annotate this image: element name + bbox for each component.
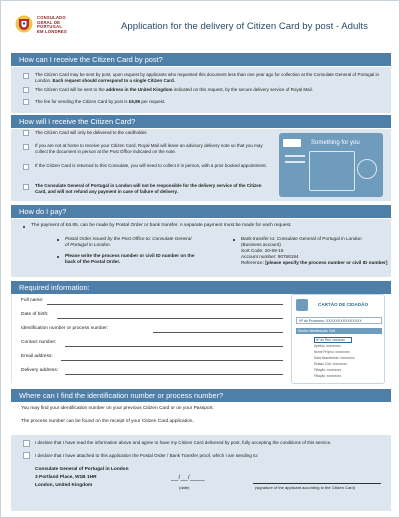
text-run-bold: [please specify the process number or civil ID number]	[265, 260, 388, 265]
info-text: If you are not at home to receive your Citizen Card, Royal Mail will leave an advisory delivery note so that you may collect the document in person at the Post Office indicated on the note.	[35, 143, 263, 154]
royal-mail-logo	[283, 139, 301, 147]
label-email: Email address:	[21, 354, 53, 359]
signature-input[interactable]	[253, 483, 381, 484]
receipt-row: Apelido: xxxxxxxxx	[314, 344, 341, 348]
royal-mail-card-illustration	[279, 133, 383, 197]
receipt-row: Nome Próprio: xxxxxxxxx	[314, 350, 350, 354]
card-line	[285, 155, 305, 157]
delivery-address-input[interactable]	[65, 374, 283, 375]
text-run: The Citizen Card will be sent to the	[35, 87, 107, 92]
receipt-title: CARTÃO DE CIDADÃO	[318, 302, 369, 307]
text-run-bold: address in the United Kingdom	[106, 87, 173, 92]
receipt-row: Estado Civil: xxxxxxxxx	[314, 362, 347, 366]
card-caption: Something for you	[311, 140, 360, 146]
text-run-bold: Consulate General of Portugal in London	[35, 467, 129, 472]
receipt-process-number: Nº do Processo: XXXXXXXXXXXXXXX	[296, 317, 382, 324]
email-input[interactable]	[61, 360, 283, 361]
date-label: (date)	[179, 485, 190, 490]
citizen-card-logo-icon	[296, 299, 308, 311]
info-text	[35, 87, 381, 93]
info-checkbox	[23, 164, 29, 170]
receipt-subtitle: Senha Identificação Civil	[296, 328, 382, 334]
postal-order-text: Postal Order issued by the Post Office to: Consulate General	[65, 236, 192, 241]
date-input[interactable]: __/__/____	[171, 475, 206, 481]
declaration-attached-checkbox[interactable]	[23, 452, 30, 459]
postal-order-text: of Portugal in London.	[65, 242, 111, 247]
text-run-bold: £6,85	[128, 99, 141, 104]
text-run: Reference:	[241, 260, 266, 265]
section-heading-where: Where can I find the identification number or process number?	[11, 389, 391, 402]
declaration-panel	[11, 435, 391, 511]
address-line	[35, 483, 92, 489]
label-date-of-birth: Date of birth:	[21, 312, 49, 317]
label-id-number: Identification number or process number:	[21, 326, 109, 331]
info-checkbox	[23, 99, 29, 105]
address-line	[35, 467, 129, 473]
info-text	[35, 99, 381, 105]
info-text	[35, 72, 381, 84]
declaration-read-text: I declare that I have read the information above and agree to have my Citizen Card delivered by post, fully accepting the conditions of this service.	[35, 440, 332, 445]
account-number: Account number: 90766194	[241, 254, 299, 259]
text-run-bold: 3 Portland Place, W1B 1HR	[35, 475, 97, 480]
sort-code: Sort Code: 20-69-15	[241, 248, 284, 253]
card-line	[285, 161, 305, 163]
logo-text	[37, 16, 77, 34]
label-delivery-address: Delivery address:	[21, 368, 59, 373]
id-number-input[interactable]	[153, 332, 283, 333]
text-run: per request.	[140, 99, 166, 104]
info-text: If the Citizen Card is returned to this Consulate, you will need to collect it in person, with a prior booked appointment.	[35, 163, 267, 168]
text-run-bold: Each request should correspond to a single Citizen Card.	[52, 78, 176, 83]
label-contact-number: Contact number:	[21, 340, 57, 345]
text-run: indicated on this request, by the secure delivery service of Royal Mail.	[172, 87, 313, 92]
text-run-bold: Please write the process number or civil ID number on the	[65, 253, 195, 258]
section-heading-receive: How can I receive the Citizen Card by post?	[11, 53, 391, 66]
receipt-row: Data Nascimento: xxxxxxxxx	[314, 356, 355, 360]
where-text: The process number can be found on the receipt of your Citizen Card application.	[21, 419, 194, 424]
label-full-name: Full name:	[21, 298, 44, 303]
id-stamp-icon	[357, 159, 377, 179]
info-checkbox	[23, 144, 29, 150]
section-heading-how: How will I receive the Citizen Card?	[11, 115, 391, 128]
address-line	[35, 475, 97, 481]
info-text: The Citizen Card will only be delivered to the cardholder.	[35, 130, 148, 135]
info-checkbox	[23, 87, 29, 93]
date-of-birth-input[interactable]	[57, 318, 283, 319]
card-panel	[309, 151, 355, 191]
text-run: The fee for sending the Citizen Card by post is	[35, 99, 129, 104]
receipt-row: Nº do Ped: xxxxxxxx	[314, 337, 352, 343]
receipt-row: Filiação: xxxxxxxxx	[314, 368, 342, 372]
logo-line: CONSULADO	[37, 15, 66, 20]
contact-number-input[interactable]	[65, 346, 283, 347]
where-text: You may find your identification number on your previous Citizen Card or on your Passport.	[21, 406, 214, 411]
coat-of-arms-icon	[15, 15, 33, 33]
section-heading-pay: How do I pay?	[11, 205, 391, 218]
receipt-row: Filiação: xxxxxxxxx	[314, 374, 342, 378]
bank-transfer-text: (Business account)	[241, 242, 281, 247]
text-run-bold: The Consulate General of Portugal in London will not be responsible for the delivery service of the Citizen Card, and will not refund any payment in case of failure of delivery.	[35, 183, 262, 194]
info-text	[35, 183, 271, 195]
logo-line: GERAL DE	[37, 19, 61, 25]
section-heading-required: Required information:	[11, 281, 391, 294]
document-title: Application for the delivery of Citizen Card by post - Adults	[121, 21, 368, 32]
citizen-card-receipt-illustration	[291, 294, 385, 384]
signature-label: (signature of the applicant according to the Citizen Card)	[255, 485, 356, 490]
info-checkbox	[23, 184, 29, 190]
postal-order-note	[65, 259, 225, 265]
declaration-attached-text: I declare that I have attached to this application the Postal Order / Bank Transfer proof, which I am sending to:	[35, 453, 259, 458]
info-checkbox	[23, 130, 29, 136]
payment-reference	[241, 260, 391, 266]
payment-intro: The payment of £6.85, can be made by Postal Order or bank transfer. A separate payment must be made for each request.	[31, 223, 292, 228]
full-name-input[interactable]	[47, 304, 283, 305]
text-run-bold: London, United Kingdom	[35, 483, 93, 488]
text-run: The Citizen Card may be sent by post, upon request by applicants who requested this document less than one year ago for collection at the Consulate General of Portugal in London.	[35, 72, 379, 83]
header	[1, 1, 400, 47]
logo-line: EM LONDRES	[37, 28, 67, 34]
logo-line: PORTUGAL	[37, 24, 63, 30]
declaration-read-checkbox[interactable]	[23, 440, 30, 447]
text-run-bold: back of the Postal Order.	[65, 259, 121, 264]
info-checkbox	[23, 73, 29, 79]
bank-transfer-text: Bank transfer to: Consulate General of Portugal in London	[241, 236, 362, 241]
